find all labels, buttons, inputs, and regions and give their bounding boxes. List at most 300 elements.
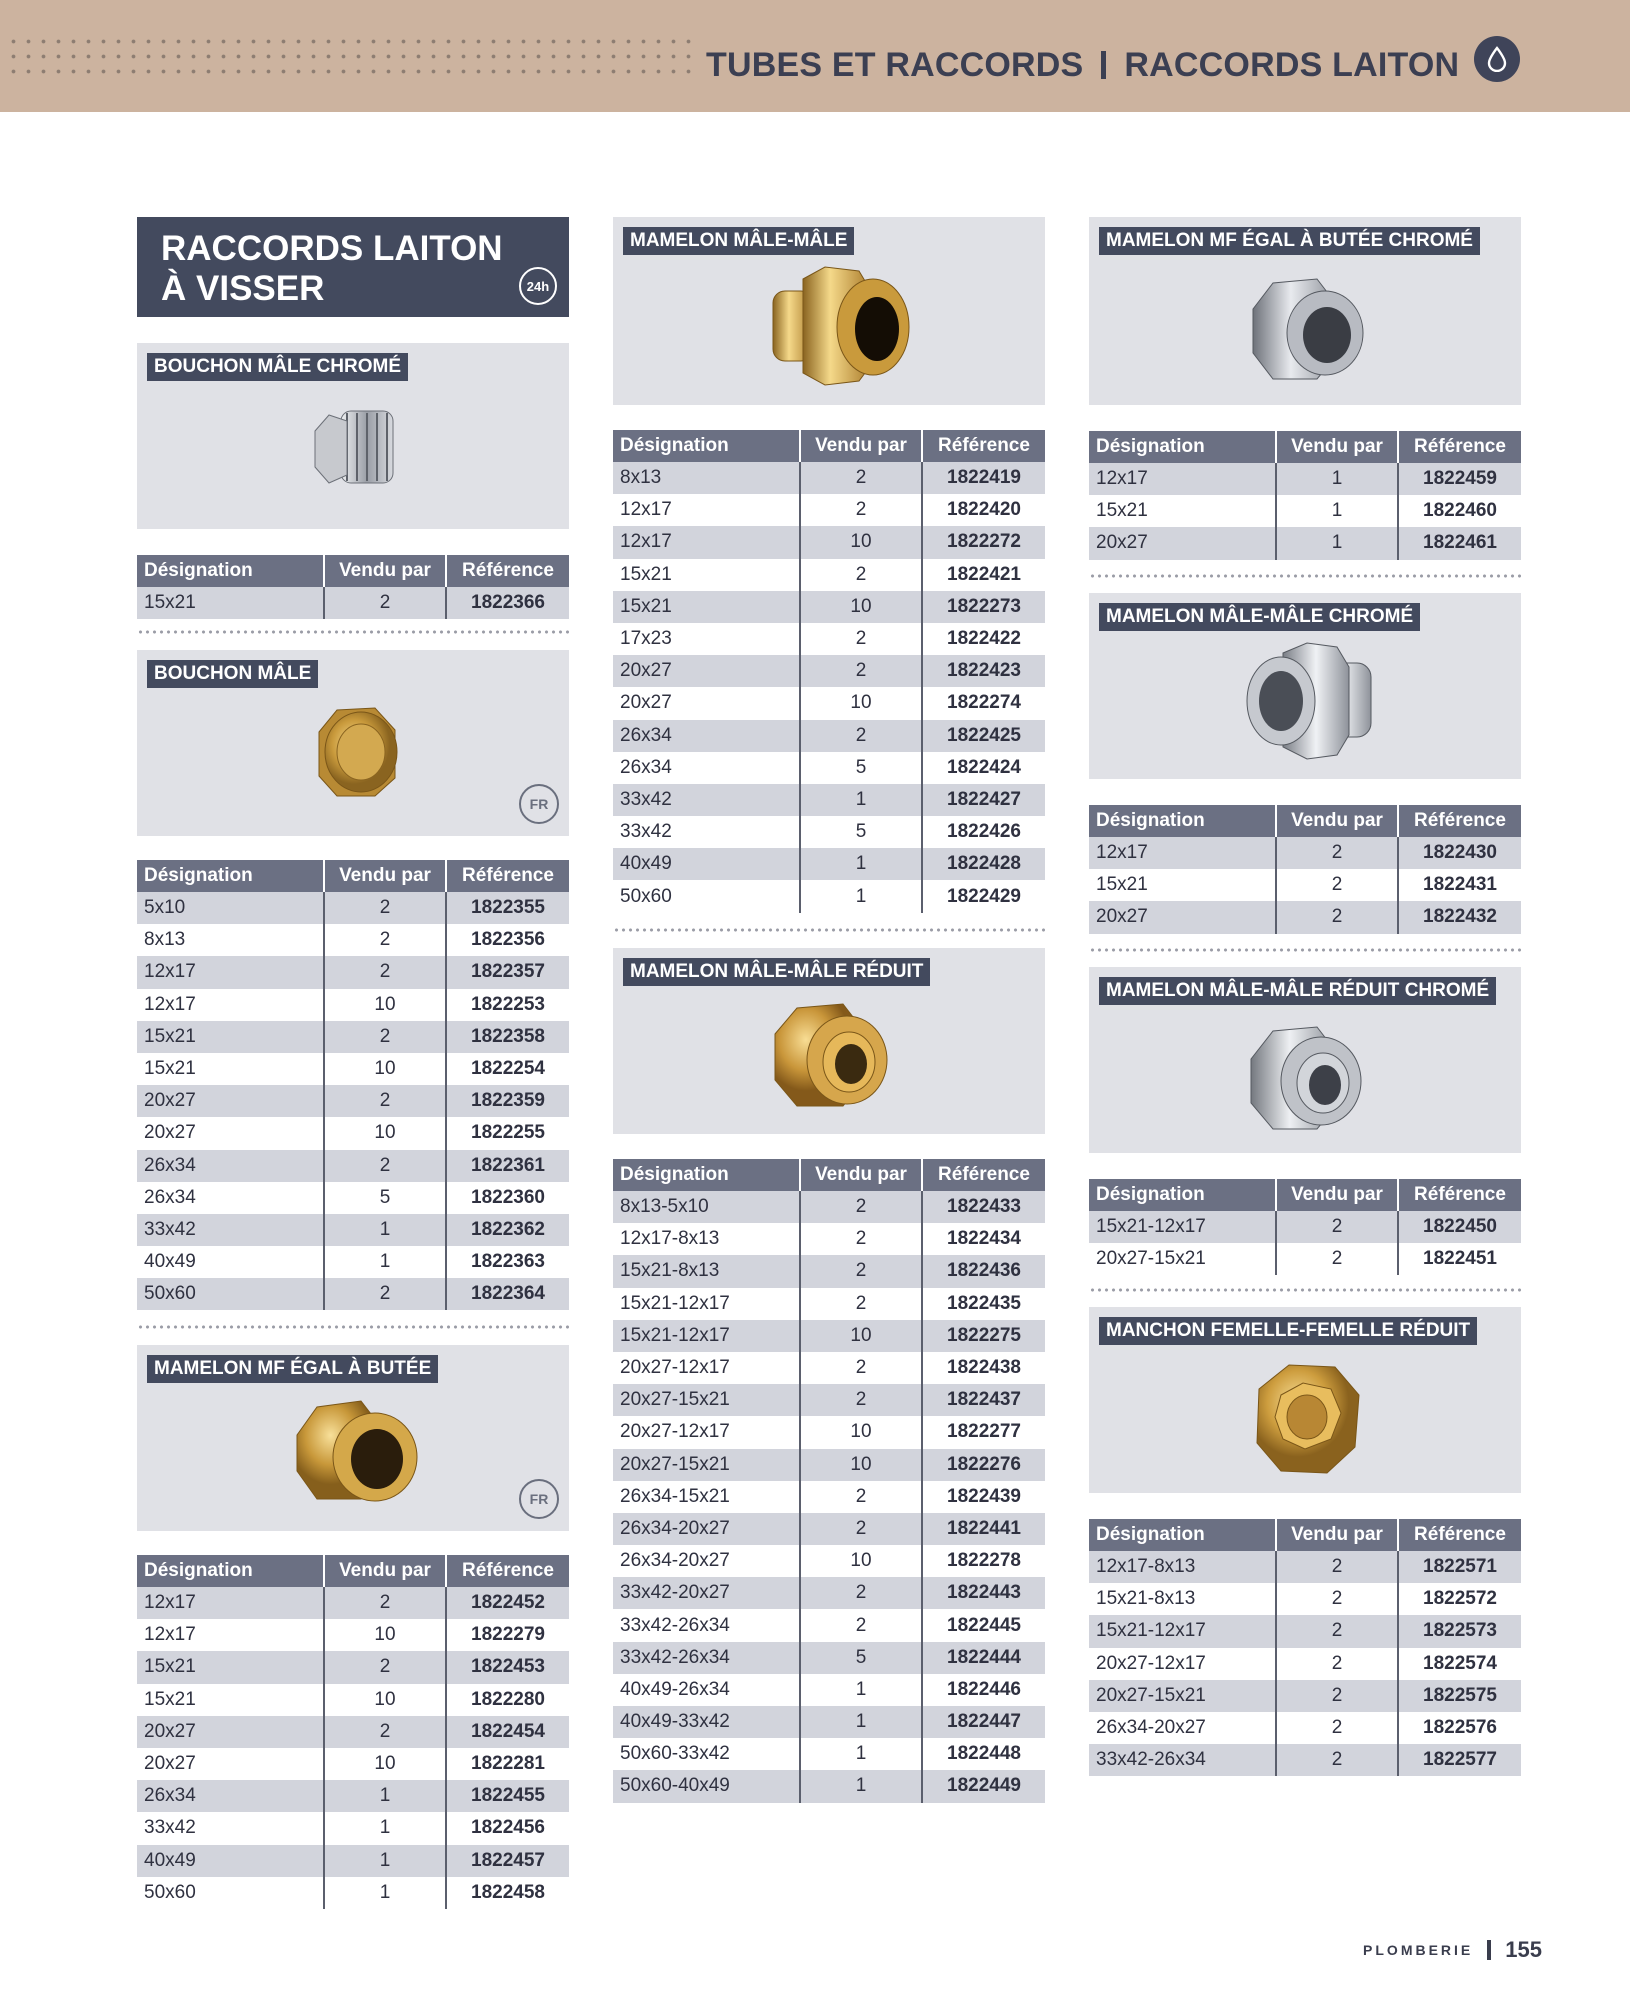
table-row	[137, 1117, 569, 1149]
cell-reference: 1822274	[922, 687, 1045, 719]
table-row	[137, 956, 569, 988]
spec-table-mamelon-mf-egal-butee	[137, 1555, 569, 1909]
cell-reference: 1822360	[446, 1182, 569, 1214]
spec-table-mamelon-mf-egal-butee-chrome	[1089, 431, 1521, 560]
cell-designation: 26x34-15x21	[620, 1485, 730, 1507]
table-row	[613, 1416, 1045, 1448]
dotted-separator	[613, 928, 1045, 932]
cell-designation: 15x21-8x13	[613, 1255, 800, 1287]
cell-designation: 40x49-33x42	[613, 1706, 800, 1738]
table-row	[1089, 1744, 1521, 1776]
product-label: MAMELON MF ÉGAL À BUTÉE	[147, 1355, 438, 1383]
cell-vendu-par: 2	[324, 924, 446, 956]
cell-designation: 50x60	[620, 885, 672, 907]
cell-vendu-par: 1	[800, 1770, 922, 1802]
table-row	[137, 1716, 569, 1748]
cell-designation: 20x27-15x21	[1096, 1248, 1206, 1270]
product-label: MAMELON MÂLE-MÂLE	[623, 227, 854, 255]
table-row	[613, 1288, 1045, 1320]
cell-vendu-par: 2	[1276, 1712, 1398, 1744]
cell-designation: 12x17	[620, 499, 672, 521]
brass-nipple-image	[287, 1387, 427, 1517]
cell-designation: 20x27-15x21	[613, 1449, 800, 1481]
column-header-vendu-par: Vendu par	[800, 430, 922, 462]
cell-vendu-par: 2	[1276, 1211, 1398, 1243]
brass-plug-image	[297, 692, 417, 812]
cell-reference: 1822571	[1398, 1551, 1521, 1583]
cell-vendu-par: 2	[800, 623, 922, 655]
cell-reference: 1822421	[922, 559, 1045, 591]
cell-reference: 1822362	[446, 1214, 569, 1246]
cell-reference: 1822443	[922, 1577, 1045, 1609]
cell-designation: 15x21	[613, 591, 800, 623]
cell-vendu-par: 1	[1276, 495, 1398, 527]
cell-reference: 1822426	[922, 816, 1045, 848]
table-row	[613, 1223, 1045, 1255]
table-row	[137, 1021, 569, 1053]
cell-vendu-par: 2	[324, 1651, 446, 1683]
cell-vendu-par: 2	[800, 1223, 922, 1255]
cell-vendu-par: 2	[324, 1021, 446, 1053]
cell-designation: 33x42	[620, 821, 672, 843]
product-label: MAMELON MÂLE-MÂLE RÉDUIT CHROMÉ	[1099, 977, 1496, 1005]
cell-vendu-par: 10	[800, 526, 922, 558]
cell-vendu-par: 2	[324, 1085, 446, 1117]
column-header-designation: Désignation	[1089, 805, 1276, 837]
cell-vendu-par: 1	[800, 1738, 922, 1770]
dotted-separator	[1089, 574, 1521, 578]
table-row	[613, 816, 1045, 848]
cell-reference: 1822438	[922, 1352, 1045, 1384]
cell-reference: 1822577	[1398, 1744, 1521, 1776]
cell-vendu-par: 5	[800, 1642, 922, 1674]
cell-vendu-par: 2	[324, 1278, 446, 1310]
header-band	[0, 0, 1630, 112]
table-row	[137, 1246, 569, 1278]
table-row	[1089, 1648, 1521, 1680]
cell-designation: 17x23	[620, 628, 672, 650]
cell-designation: 15x21-12x17	[1089, 1615, 1276, 1647]
cell-designation: 15x21	[1096, 500, 1148, 522]
table-row	[613, 1738, 1045, 1770]
cell-vendu-par: 5	[324, 1182, 446, 1214]
table-row	[613, 720, 1045, 752]
title-separator	[1101, 51, 1106, 79]
cell-vendu-par: 2	[800, 720, 922, 752]
table-row	[613, 591, 1045, 623]
product-card-bouchon-male	[137, 650, 569, 836]
table-row	[137, 924, 569, 956]
cell-vendu-par: 10	[800, 1416, 922, 1448]
cell-designation: 20x27	[137, 1716, 324, 1748]
cell-vendu-par: 2	[1276, 1551, 1398, 1583]
cell-reference: 1822359	[446, 1085, 569, 1117]
column-header-designation: Désignation	[613, 1159, 800, 1191]
cell-reference: 1822363	[446, 1246, 569, 1278]
cell-reference: 1822457	[446, 1845, 569, 1877]
cell-designation: 20x27	[1089, 527, 1276, 559]
cell-reference: 1822364	[446, 1278, 569, 1310]
dotted-separator	[137, 1325, 569, 1329]
table-row	[613, 752, 1045, 784]
table-row	[137, 1812, 569, 1844]
cell-vendu-par: 2	[1276, 901, 1398, 933]
cell-designation: 33x42-26x34	[1089, 1744, 1276, 1776]
cell-reference: 1822427	[922, 784, 1045, 816]
cell-vendu-par: 1	[324, 1246, 446, 1278]
cell-designation: 26x34-20x27	[613, 1513, 800, 1545]
product-label: BOUCHON MÂLE CHROMÉ	[147, 353, 408, 381]
cell-vendu-par: 1	[1276, 463, 1398, 495]
cell-vendu-par: 1	[800, 1706, 922, 1738]
cell-vendu-par: 2	[800, 1288, 922, 1320]
cell-designation: 33x42-26x34	[613, 1642, 800, 1674]
page-title	[706, 46, 1459, 90]
cell-designation: 15x21-12x17	[620, 1292, 730, 1314]
dot-pattern	[6, 34, 696, 84]
table-row	[137, 1748, 569, 1780]
table-row	[1089, 527, 1521, 559]
table-row	[137, 892, 569, 924]
cell-vendu-par: 2	[324, 956, 446, 988]
table-row	[1089, 463, 1521, 495]
cell-reference: 1822277	[922, 1416, 1045, 1448]
water-drop-icon	[1474, 36, 1520, 82]
cell-designation: 12x17-8x13	[1089, 1551, 1276, 1583]
table-row	[1089, 1680, 1521, 1712]
cell-reference: 1822276	[922, 1449, 1045, 1481]
cell-vendu-par: 2	[800, 1513, 922, 1545]
product-card-mamelon-male-male	[613, 217, 1045, 405]
cell-vendu-par: 10	[800, 1449, 922, 1481]
column-header-reference: Référence	[1398, 1179, 1521, 1211]
column-header-designation: Désignation	[137, 1555, 324, 1587]
column-header-vendu-par: Vendu par	[1276, 1519, 1398, 1551]
cell-reference: 1822278	[922, 1545, 1045, 1577]
cell-vendu-par: 10	[324, 989, 446, 1021]
table-row	[1089, 1211, 1521, 1243]
cell-reference: 1822452	[446, 1587, 569, 1619]
table-row	[137, 1587, 569, 1619]
spec-table-manchon-femelle-femelle-reduit	[1089, 1519, 1521, 1776]
cell-vendu-par: 10	[800, 1320, 922, 1352]
chrome-reducing-nipple-image	[1237, 1015, 1377, 1141]
cell-designation: 8x13-5x10	[613, 1191, 800, 1223]
table-row	[613, 1545, 1045, 1577]
cell-designation: 33x42	[613, 784, 800, 816]
table-row	[613, 1577, 1045, 1609]
cell-reference: 1822428	[922, 848, 1045, 880]
table-row	[137, 1651, 569, 1683]
cell-vendu-par: 10	[800, 591, 922, 623]
cell-designation: 40x49	[137, 1845, 324, 1877]
cell-reference: 1822444	[922, 1642, 1045, 1674]
table-row	[613, 462, 1045, 494]
spec-table-mamelon-male-male-reduit	[613, 1159, 1045, 1803]
cell-vendu-par: 2	[800, 1609, 922, 1641]
cell-designation: 33x42	[144, 1817, 196, 1839]
column-header-vendu-par: Vendu par	[800, 1159, 922, 1191]
brass-female-reducing-socket-image	[1239, 1355, 1379, 1481]
cell-designation: 12x17	[613, 526, 800, 558]
cell-reference: 1822572	[1398, 1583, 1521, 1615]
column-header-reference: Référence	[446, 1555, 569, 1587]
page-footer	[1363, 1937, 1542, 1963]
section-hero	[137, 217, 569, 317]
cell-reference: 1822449	[922, 1770, 1045, 1802]
chrome-plug-image	[297, 391, 407, 501]
cell-designation: 15x21	[620, 563, 672, 585]
cell-reference: 1822422	[922, 623, 1045, 655]
cell-reference: 1822576	[1398, 1712, 1521, 1744]
cell-vendu-par: 1	[324, 1780, 446, 1812]
column-header-vendu-par: Vendu par	[324, 1555, 446, 1587]
product-card-manchon-femelle-femelle-reduit	[1089, 1307, 1521, 1493]
cell-vendu-par: 10	[324, 1684, 446, 1716]
cell-designation: 12x17	[144, 993, 196, 1015]
cell-designation: 50x60-40x49	[613, 1770, 800, 1802]
column-header-designation: Désignation	[1089, 431, 1276, 463]
table-row	[1089, 869, 1521, 901]
cell-designation: 12x17	[1089, 837, 1276, 869]
cell-vendu-par: 2	[324, 1716, 446, 1748]
cell-reference: 1822253	[446, 989, 569, 1021]
cell-designation: 20x27-15x21	[613, 1384, 800, 1416]
column-header-reference: Référence	[1398, 805, 1521, 837]
cell-reference: 1822358	[446, 1021, 569, 1053]
cell-reference: 1822455	[446, 1780, 569, 1812]
cell-designation: 50x60	[137, 1278, 324, 1310]
product-label: MAMELON MÂLE-MÂLE RÉDUIT	[623, 958, 930, 986]
title-left: TUBES ET RACCORDS	[706, 46, 1084, 84]
brass-reducing-nipple-image	[763, 990, 903, 1120]
cell-reference: 1822575	[1398, 1680, 1521, 1712]
cell-designation: 20x27	[620, 692, 672, 714]
cell-vendu-par: 1	[324, 1812, 446, 1844]
table-row	[613, 1449, 1045, 1481]
cell-reference: 1822436	[922, 1255, 1045, 1287]
cell-reference: 1822461	[1398, 527, 1521, 559]
cell-vendu-par: 1	[800, 784, 922, 816]
cell-vendu-par: 2	[800, 494, 922, 526]
column-header-designation: Désignation	[137, 555, 324, 587]
cell-designation: 50x60	[144, 1881, 196, 1903]
table-row	[613, 526, 1045, 558]
page-number: 155	[1505, 1937, 1542, 1962]
cell-vendu-par: 2	[1276, 1744, 1398, 1776]
footer-section-name: PLOMBERIE	[1363, 1942, 1474, 1958]
spec-table-mamelon-male-male-chrome	[1089, 805, 1521, 934]
table-row	[137, 1619, 569, 1651]
cell-designation: 33x42	[137, 1214, 324, 1246]
table-row	[613, 1770, 1045, 1802]
cell-reference: 1822448	[922, 1738, 1045, 1770]
cell-vendu-par: 2	[1276, 1583, 1398, 1615]
cell-vendu-par: 10	[324, 1619, 446, 1651]
cell-reference: 1822272	[922, 526, 1045, 558]
cell-reference: 1822435	[922, 1288, 1045, 1320]
table-row	[137, 1053, 569, 1085]
cell-reference: 1822273	[922, 591, 1045, 623]
cell-vendu-par: 2	[800, 655, 922, 687]
cell-vendu-par: 2	[1276, 869, 1398, 901]
cell-designation: 33x42-20x27	[613, 1577, 800, 1609]
product-card-mamelon-male-male-chrome	[1089, 593, 1521, 779]
cell-vendu-par: 10	[800, 1545, 922, 1577]
cell-designation: 15x21	[137, 1651, 324, 1683]
cell-vendu-par: 1	[324, 1845, 446, 1877]
cell-reference: 1822281	[446, 1748, 569, 1780]
column-header-reference: Référence	[922, 1159, 1045, 1191]
cell-reference: 1822445	[922, 1609, 1045, 1641]
table-row	[1089, 1712, 1521, 1744]
cell-reference: 1822419	[922, 462, 1045, 494]
cell-reference: 1822433	[922, 1191, 1045, 1223]
cell-designation: 8x13	[613, 462, 800, 494]
table-row	[613, 1352, 1045, 1384]
cell-reference: 1822453	[446, 1651, 569, 1683]
column-header-designation: Désignation	[613, 430, 800, 462]
cell-vendu-par: 1	[800, 1674, 922, 1706]
cell-reference: 1822430	[1398, 837, 1521, 869]
table-row	[137, 1684, 569, 1716]
cell-designation: 20x27	[613, 655, 800, 687]
table-row	[613, 1609, 1045, 1641]
cell-reference: 1822451	[1398, 1243, 1521, 1275]
table-row	[613, 559, 1045, 591]
cell-vendu-par: 10	[324, 1748, 446, 1780]
cell-designation: 20x27-12x17	[620, 1357, 730, 1379]
cell-designation: 26x34	[620, 756, 672, 778]
table-row	[613, 848, 1045, 880]
cell-reference: 1822355	[446, 892, 569, 924]
table-row	[613, 494, 1045, 526]
cell-designation: 20x27	[144, 1753, 196, 1775]
product-label: MANCHON FEMELLE-FEMELLE RÉDUIT	[1099, 1317, 1477, 1345]
cell-reference: 1822420	[922, 494, 1045, 526]
table-row	[137, 1877, 569, 1909]
cell-designation: 15x21-12x17	[613, 1320, 800, 1352]
table-row	[613, 880, 1045, 912]
cell-reference: 1822434	[922, 1223, 1045, 1255]
table-row	[137, 1150, 569, 1182]
table-row	[137, 1182, 569, 1214]
table-row	[613, 1320, 1045, 1352]
cell-reference: 1822574	[1398, 1648, 1521, 1680]
cell-reference: 1822450	[1398, 1211, 1521, 1243]
footer-separator	[1487, 1940, 1491, 1960]
table-row	[613, 655, 1045, 687]
table-row	[613, 1191, 1045, 1223]
cell-vendu-par: 1	[1276, 527, 1398, 559]
cell-designation: 5x10	[137, 892, 324, 924]
cell-designation: 26x34	[613, 720, 800, 752]
product-label: BOUCHON MÂLE	[147, 660, 318, 688]
cell-designation: 26x34-20x27	[1096, 1717, 1206, 1739]
cell-vendu-par: 10	[324, 1053, 446, 1085]
table-row	[613, 623, 1045, 655]
table-row	[613, 687, 1045, 719]
24h-delivery-badge: 24h	[519, 267, 557, 305]
column-header-designation: Désignation	[1089, 1179, 1276, 1211]
cell-reference: 1822460	[1398, 495, 1521, 527]
cell-designation: 40x49	[144, 1251, 196, 1273]
chrome-nipple-image	[1239, 269, 1379, 389]
cell-designation: 15x21-8x13	[1096, 1588, 1196, 1610]
table-row	[613, 1674, 1045, 1706]
product-card-bouchon-male-chrome	[137, 343, 569, 529]
cell-vendu-par: 2	[1276, 1243, 1398, 1275]
cell-reference: 1822356	[446, 924, 569, 956]
cell-designation: 20x27-12x17	[1096, 1652, 1206, 1674]
table-row	[1089, 1615, 1521, 1647]
title-right: RACCORDS LAITON	[1124, 46, 1460, 84]
column-header-reference: Référence	[1398, 1519, 1521, 1551]
table-row	[613, 1384, 1045, 1416]
cell-designation: 26x34	[144, 1186, 196, 1208]
chrome-male-nipple-image	[1237, 635, 1387, 765]
cell-designation: 15x21-12x17	[1089, 1211, 1276, 1243]
cell-designation: 40x49	[613, 848, 800, 880]
table-row	[613, 1255, 1045, 1287]
cell-reference: 1822441	[922, 1513, 1045, 1545]
table-row	[137, 1214, 569, 1246]
cell-designation: 8x13	[144, 929, 186, 951]
fr-origin-badge: FR	[519, 784, 559, 824]
cell-vendu-par: 2	[1276, 1680, 1398, 1712]
cell-designation: 15x21	[144, 1058, 196, 1080]
product-card-mamelon-male-male-reduit	[613, 948, 1045, 1134]
cell-designation: 12x17	[1089, 463, 1276, 495]
table-row	[137, 989, 569, 1021]
cell-designation: 20x27-12x17	[620, 1421, 730, 1443]
column-header-reference: Référence	[1398, 431, 1521, 463]
cell-vendu-par: 5	[800, 752, 922, 784]
cell-reference: 1822431	[1398, 869, 1521, 901]
column-header-reference: Référence	[446, 860, 569, 892]
cell-designation: 12x17	[144, 1624, 196, 1646]
cell-reference: 1822437	[922, 1384, 1045, 1416]
cell-reference: 1822439	[922, 1481, 1045, 1513]
product-label: MAMELON MÂLE-MÂLE CHROMÉ	[1099, 603, 1420, 631]
column-header-reference: Référence	[922, 430, 1045, 462]
table-row	[613, 1481, 1045, 1513]
cell-reference: 1822458	[446, 1877, 569, 1909]
product-card-mamelon-male-male-reduit-chrome	[1089, 967, 1521, 1153]
cell-reference: 1822361	[446, 1150, 569, 1182]
cell-vendu-par: 2	[324, 1150, 446, 1182]
table-row	[613, 784, 1045, 816]
cell-vendu-par: 2	[800, 1255, 922, 1287]
column-header-vendu-par: Vendu par	[324, 860, 446, 892]
cell-vendu-par: 2	[800, 1191, 922, 1223]
column-header-vendu-par: Vendu par	[324, 555, 446, 587]
column-header-vendu-par: Vendu par	[1276, 1179, 1398, 1211]
dotted-separator	[1089, 948, 1521, 952]
cell-designation: 26x34-20x27	[620, 1550, 730, 1572]
cell-vendu-par: 5	[800, 816, 922, 848]
dotted-separator	[137, 630, 569, 634]
cell-vendu-par: 2	[1276, 837, 1398, 869]
cell-reference: 1822573	[1398, 1615, 1521, 1647]
cell-designation: 15x21	[137, 1021, 324, 1053]
cell-vendu-par: 1	[800, 880, 922, 912]
cell-designation: 20x27	[137, 1085, 324, 1117]
cell-designation: 33x42-26x34	[620, 1614, 730, 1636]
cell-vendu-par: 2	[324, 892, 446, 924]
cell-reference: 1822425	[922, 720, 1045, 752]
cell-designation: 26x34	[137, 1150, 324, 1182]
